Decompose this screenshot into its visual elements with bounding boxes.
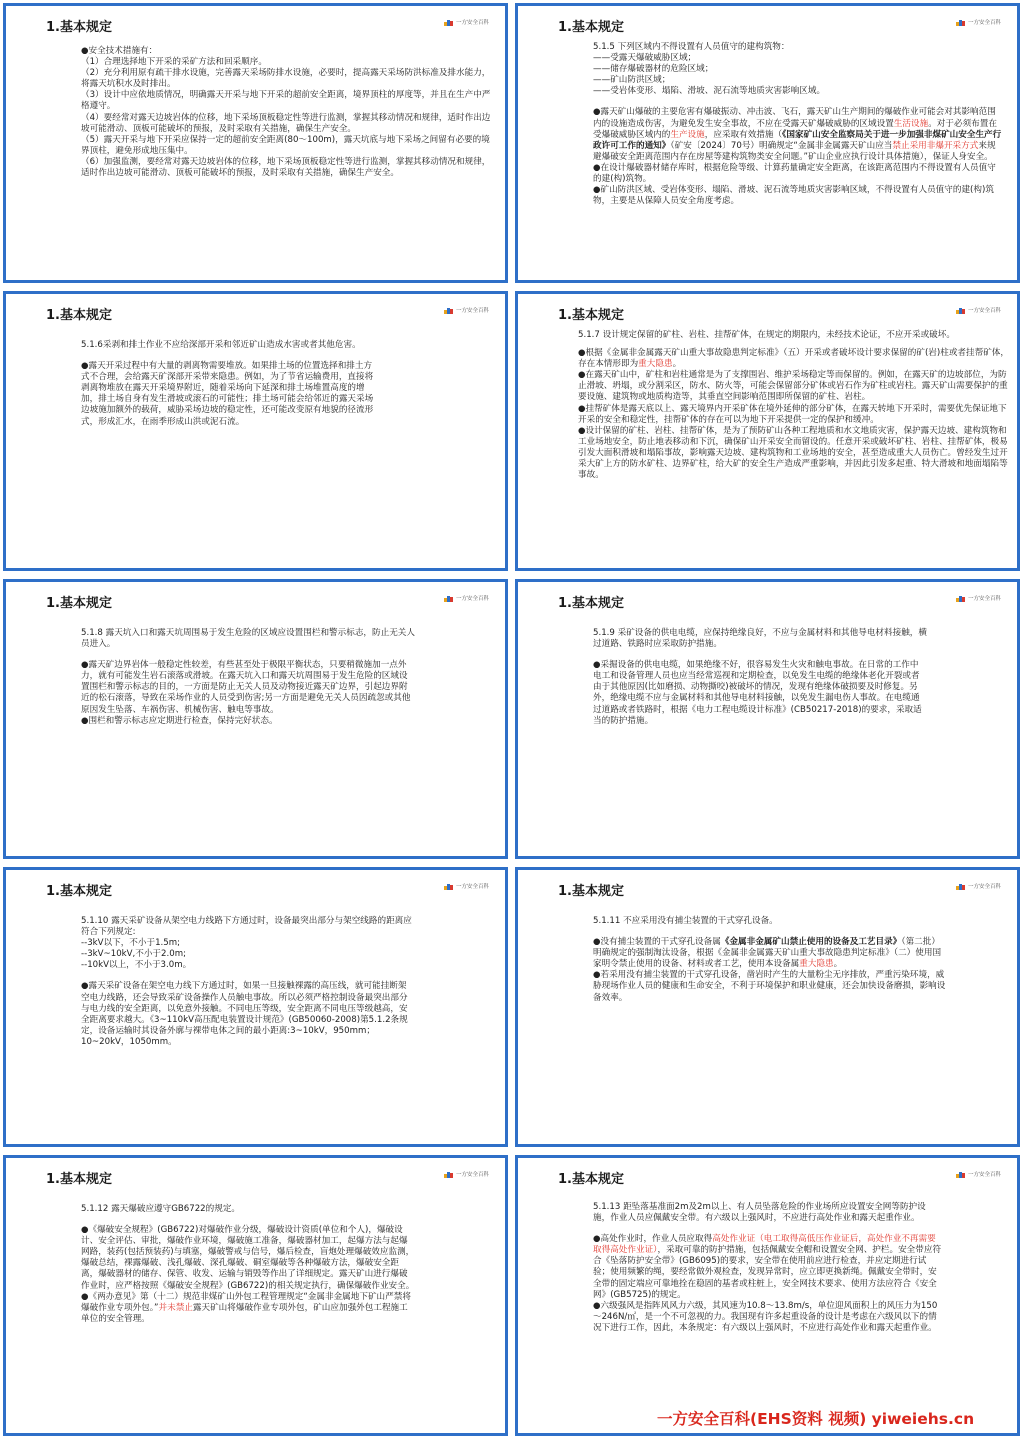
brand-logo: 一方安全百科 — [444, 594, 489, 602]
slide-7 — [3, 867, 508, 1147]
clause-text: 5.1.7 设计规定保留的矿柱、岩柱、挂帮矿体，在规定的期限内，未经技术论证，不应开采或破坏。 — [578, 330, 955, 340]
slide-title: 1.基本规定 — [46, 1172, 112, 1187]
slide-2 — [515, 3, 1020, 283]
slide-title: 1.基本规定 — [46, 20, 112, 35]
text-paragraph: ●安全技术措施有： — [81, 46, 158, 56]
slide-title: 1.基本规定 — [46, 596, 112, 611]
text-paragraph: ●露天矿山爆破的主要危害有爆破振动、冲击波、飞石，露天矿山生产期间的爆破作业可能会对其影响范围内的设施造成伤害，为避免发生安全事故，不应在受露天矿爆破威胁的区域设置生活设施。对于必须布置在受爆破威胁区域内的生产设施，应采取有效措施（《国家矿山安全监察局关于进一步加强非煤矿山安全生产行政许可工作的通知》（矿安〔2024〕70号）明确规定“金属非金属露天矿山应当禁止采用非爆开采方式来规避爆破安全距离范围内存在房屋等建构筑物类安全问题。”矿山企业应执行设计具体措施），保证人身安全。 — [593, 107, 1002, 162]
clause-text: 5.1.6采剥和排土作业不应给深部开采和邻近矿山造成水害或者其他危害。 — [81, 340, 361, 350]
brand-logo: 一方安全百科 — [956, 18, 1001, 26]
text-paragraph: ●采掘设备的供电电缆，如果绝缘不好，很容易发生火灾和触电事故。在日常的工作中电工和设备管理人员也应当经常巡视和定期检查，以免发生电缆的绝缘体老化开裂或者由于其他原因(比如磨损、动物撕咬)被破坏的情况，发现有绝缘体破损要及时修复。另外，绝缘电缆不应与金属材料和其他导电材料接触，以免发生漏电伤人事故。在电缆通过道路或者铁路时，根据《电力工程电缆设计标准》(CB50217-2018)的要求，采取适当的防护措施。 — [593, 660, 922, 726]
slide-5 — [3, 579, 508, 859]
list-item: ——受岩体变形、塌陷、滑坡、泥石流等地质灾害影响区域。 — [593, 86, 826, 97]
text-paragraph: ●露天开采过程中有大量的剥离物需要堆放。如果排土场的位置选择和排土方式不合理，会给露天矿深部开采带来隐患。例如，为了节省运输费用，直接将剥离物堆放在露天开采境界附近，随着采场向下延深和排土场堆置高度的增加，排土场自身有发生滑坡或滚石的可能性；排土场可能会给邻近的露天采场边坡施加额外的载荷，威胁采场边坡的稳定性，还可能改变原有地貌的径流形式，形成汇水，在雨季形成山洪或泥石流。 — [81, 361, 374, 427]
logo-icon — [956, 883, 965, 890]
text-paragraph: ●设计保留的矿柱、岩柱、挂帮矿体，是为了预防矿山各种工程地质和水文地质灾害，保护露天边坡、建构筑物和工业场地安全，防止地表移动和下沉，确保矿山开采安全而留设的。任意开采或破坏矿柱、岩柱、挂帮矿体，极易引发大面积滑坡和塌陷事故，影响露天边坡、建构筑物和工业场地的安全，甚至造成重大人员伤亡。曾经发生过开采大矿上方的防水矿柱、边界矿柱，给大矿的安全生产造成严重影响，并因此引发多起重、特大滑坡和地面塌陷等事故。 — [578, 425, 1008, 481]
text-paragraph: ●高处作业时，作业人员应取得高处作业证（电工取得高低压作业证后，高处作业不再需要取得高处作业证），采取可靠的防护措施，包括佩戴安全帽和设置安全网、护栏。安全带应符合《坠落防护安全带》(GB6095)的要求，安全带在使用前应进行检查，并应定期进行试验；使用频繁的绳，要经常做外观检查，发现异常时，应立即更换新绳。佩戴安全带时，安全带的固定端应可靠地拴在稳固的基者或柱桩上，安全网技术要求、使用方法应符合《安全网》(GB5725)的规定。 — [593, 1234, 942, 1300]
logo-icon — [956, 307, 965, 314]
slide-6 — [515, 579, 1020, 859]
text-paragraph: ●若采用没有捕尘装置的干式穿孔设备，凿岩时产生的大量粉尘无序排放，严重污染环境，威胁现场作业人员的健康和生命安全，不利于环境保护和职业健康，还会加快设备磨损，影响设备效率。 — [593, 970, 946, 1003]
text-paragraph: （1）合理选择地下开采的采矿方法和回采顺序。 — [81, 57, 267, 68]
logo-icon — [444, 595, 453, 602]
clause-text: 5.1.11 不应采用没有捕尘装置的干式穿孔设备。 — [593, 916, 778, 926]
text-paragraph: （5）露天开采与地下开采应保持一定的超前安全距离(80～100m)，露天坑底与地下采场之间留有必要的境界顶柱，避免形成地压集中。 — [81, 134, 490, 156]
list-item: ——储存爆破器材的危险区域； — [593, 64, 714, 75]
slide-title: 1.基本规定 — [558, 20, 624, 35]
brand-logo: 一方安全百科 — [956, 882, 1001, 890]
text-paragraph: ●在露天矿山中，矿柱和岩柱通常是为了支撑围岩、维护采场稳定等而保留的。例如，在露天矿的边坡部位，为防止滑坡、坍塌，或分割采区，防水、防火等，可能会保留部分矿体或岩石作为矿柱或岩柱。露天矿山需要保护的重要设施、建筑物或地质构造等，其垂直空间影响范围即所保留的矿柱、岩柱。 — [578, 370, 1008, 403]
text-paragraph: ●露天矿边界岩体一般稳定性较差，有些甚至处于极限平衡状态，只要稍微施加一点外力，就有可能发生岩石滚落或滑坡。在露天坑入口和露天坑周围易于发生危险的区域设置围栏和警示标志的目的，一方面是防止无关人员及动物接近露天矿边界，引起边界附近的松石滚落，导致在采场作业的人员受到伤害;另一方面是避免无关人员因疏忽或其他原因发生坠落、车祸伤害、机械伤害、触电等事故。 — [81, 660, 411, 715]
slide-title: 1.基本规定 — [558, 1172, 624, 1187]
list-item: ——受露天爆破威胁区域； — [593, 53, 697, 64]
text-paragraph: ●《两办意见》第（十二）规范非煤矿山外包工程管理规定“金属非金属地下矿山严禁将爆破作业专项外包。”并未禁止露天矿山将爆破作业专项外包，矿山应加强外包工程施工单位的安全管理。 — [81, 1291, 411, 1324]
text-paragraph: ●根据《金属非金属露天矿山重大事故隐患判定标准》（五）开采或者破坏设计要求保留的矿(岩)柱或者挂帮矿体，存在本情形即为重大隐患。 — [578, 348, 1009, 370]
text-paragraph: ●《爆破安全规程》(GB6722)对爆破作业分级，爆破设计资质(单位和个人)，爆破设计、安全评估、审批，爆破作业环境，爆破施工准备，爆破器材加工，起爆方法与起爆网路，装药(包括预装药)与填塞，爆破警戒与信号，爆后检查，盲炮处理爆破效应监测，爆破总结，裸露爆破、浅孔爆破、深孔爆破、硐室爆破等各种爆破方法，爆破安全距离，爆破器材的储存、保管、收发、运输与销毁等作出了详细规定。露天矿山进行爆破作业时，应严格按照《爆破安全规程》(GB6722)的相关规定执行，确保爆破作业安全。 — [81, 1225, 415, 1291]
list-item: --3kV~10kV,不小于2.0m; — [81, 949, 186, 960]
slide-title: 1.基本规定 — [558, 308, 624, 323]
slide-title: 1.基本规定 — [558, 884, 624, 899]
text-paragraph: （6）加强监测，要经常对露天边坡岩体的位移，地下采场顶板稳定性等进行监测，掌握其移动情况和规律，适时作出边坡可能滑动、顶板可能破坏的预报，及时采取有关措施，确保生产安全。 — [81, 156, 491, 179]
brand-logo: 一方安全百科 — [956, 1170, 1001, 1178]
slide-3 — [3, 291, 508, 571]
text-paragraph: （3）设计中应依地质情况，明确露天开采与地下开采的超前安全距离，境界顶柱的厚度等，并且在生产中严格遵守。 — [81, 90, 491, 112]
brand-logo: 一方安全百科 — [956, 306, 1001, 314]
logo-icon — [444, 19, 453, 26]
logo-icon — [956, 595, 965, 602]
slide-4 — [515, 291, 1020, 571]
text-paragraph: ●在设计爆破器材储存库时，根据危险等级、计算药量确定安全距离，在该距离范围内不得设置有人员值守的建(构)筑物。 — [593, 162, 996, 185]
slide-title: 1.基本规定 — [46, 884, 112, 899]
clause-text: 5.1.10 露天采矿设备从架空电力线路下方通过时，设备最突出部分与架空线路的距离应符合下列规定: — [81, 916, 412, 938]
slide-10 — [515, 1155, 1020, 1436]
text-paragraph: （4）要经常对露天边坡岩体的位移，地下采场顶板稳定性等进行监测，掌握其移动情况和规律，适时作出边坡可能滑动、顶板可能破坏的预报，及时采取有关措施，确保生产安全。 — [81, 112, 491, 134]
slide-1 — [3, 3, 508, 283]
logo-icon — [444, 307, 453, 314]
watermark-text: 一方安全百科(EHS资料 视频) yiweiehs.cn — [657, 1410, 975, 1428]
brand-logo: 一方安全百科 — [444, 882, 489, 890]
text-paragraph: （2）充分利用原有疏干排水设施，完善露天采场防排水设施，必要时，提高露天采场防洪标准及排水能力，将露天坑积水及时排出。 — [81, 68, 491, 90]
text-paragraph: ●矿山防洪区域、受岩体变形、塌陷、滑坡、泥石流等地质灾害影响区域，不得设置有人员值守的建(构)筑物，主要是从保障人员安全角度考虑。 — [593, 185, 994, 207]
list-item: ——矿山防洪区域； — [593, 75, 671, 86]
slide-title: 1.基本规定 — [46, 308, 112, 323]
logo-icon — [444, 883, 453, 890]
text-paragraph: ●没有捕尘装置的干式穿孔设备属《金属非金属矿山禁止使用的设备及工艺目录》（第二批）明确规定的强制淘汰设备，根据《金属非金属露天矿山重大事故隐患判定标准》（二）使用国家明令禁止使用的设备、材料或者工艺，使用本设备属重大隐患。 — [593, 937, 942, 970]
text-paragraph: ●露天采矿设备在架空电力线下方通过时，如果一旦接触裸露的高压线，就可能挂断架空电力线路，还会导致采矿设备操作人员触电事故。所以必须严格控制设备最突出部分与电力线的安全距离，以免意外接触。不同电压等级，安全距离不同电压等级越高，安全距离要求越大。《3~110kV高压配电装置设计规范》(GB50060-2008)第5.1.2条规定，设备运输时其设备外廓与裸带电体之间的最小距离:3~10kV，950mm；10~20kV，1050mm。 — [81, 981, 408, 1047]
clause-text: 5.1.8 露天坑入口和露天坑周围易于发生危险的区域应设置围栏和警示标志，防止无关人员进入。 — [81, 628, 415, 650]
text-paragraph: ●围栏和警示标志应定期进行检查，保持完好状态。 — [81, 715, 278, 726]
list-item: --10kV以上，不小于3.0m。 — [81, 960, 192, 971]
slide-8 — [515, 867, 1020, 1147]
brand-logo: 一方安全百科 — [444, 18, 489, 26]
clause-text: 5.1.5 下列区域内不得设置有人员值守的建构筑物： — [593, 42, 790, 52]
text-paragraph: ●六级强风是指阵风风力六级，其风速为10.8～13.8m/s，单位迎风面积上的风压力为150～246N/㎡，是一个不可忽视的力。我国现有许多起重设备的设计是考虑在六级风以下的情况下进行工作，因此，本条规定：有六级以上强风时，不应进行高处作业和露天起重作业。 — [593, 1300, 938, 1333]
text-paragraph: ●挂帮矿体是露天底以上、露天境界内开采矿体在境外延伸的部分矿体，在露天转地下开采时，需要优先保证地下开采的安全和稳定性，挂帮矿体的存在可以为地下开采提供一定的保护和缓冲。 — [578, 403, 1007, 425]
slide-9 — [3, 1155, 508, 1436]
list-item: --3kV以下，不小于1.5m; — [81, 938, 181, 949]
brand-logo: 一方安全百科 — [444, 306, 489, 314]
logo-icon — [956, 1171, 965, 1178]
brand-logo: 一方安全百科 — [956, 594, 1001, 602]
logo-icon — [956, 19, 965, 26]
clause-text: 5.1.9 采矿设备的供电电缆，应保持绝缘良好，不应与金属材料和其他导电材料接触，横过道路、铁路时应采取防护措施。 — [593, 628, 927, 650]
logo-icon — [444, 1171, 453, 1178]
slide-title: 1.基本规定 — [558, 596, 624, 611]
clause-text: 5.1.13 距坠落基准面2m及2m以上、有人员坠落危险的作业场所应设置安全网等防护设施，作业人员应佩戴安全带。有六级以上强风时，不应进行高处作业和露天起重作业。 — [593, 1202, 926, 1224]
clause-text: 5.1.12 露天爆破应遵守GB6722的规定。 — [81, 1204, 241, 1214]
brand-logo: 一方安全百科 — [444, 1170, 489, 1178]
